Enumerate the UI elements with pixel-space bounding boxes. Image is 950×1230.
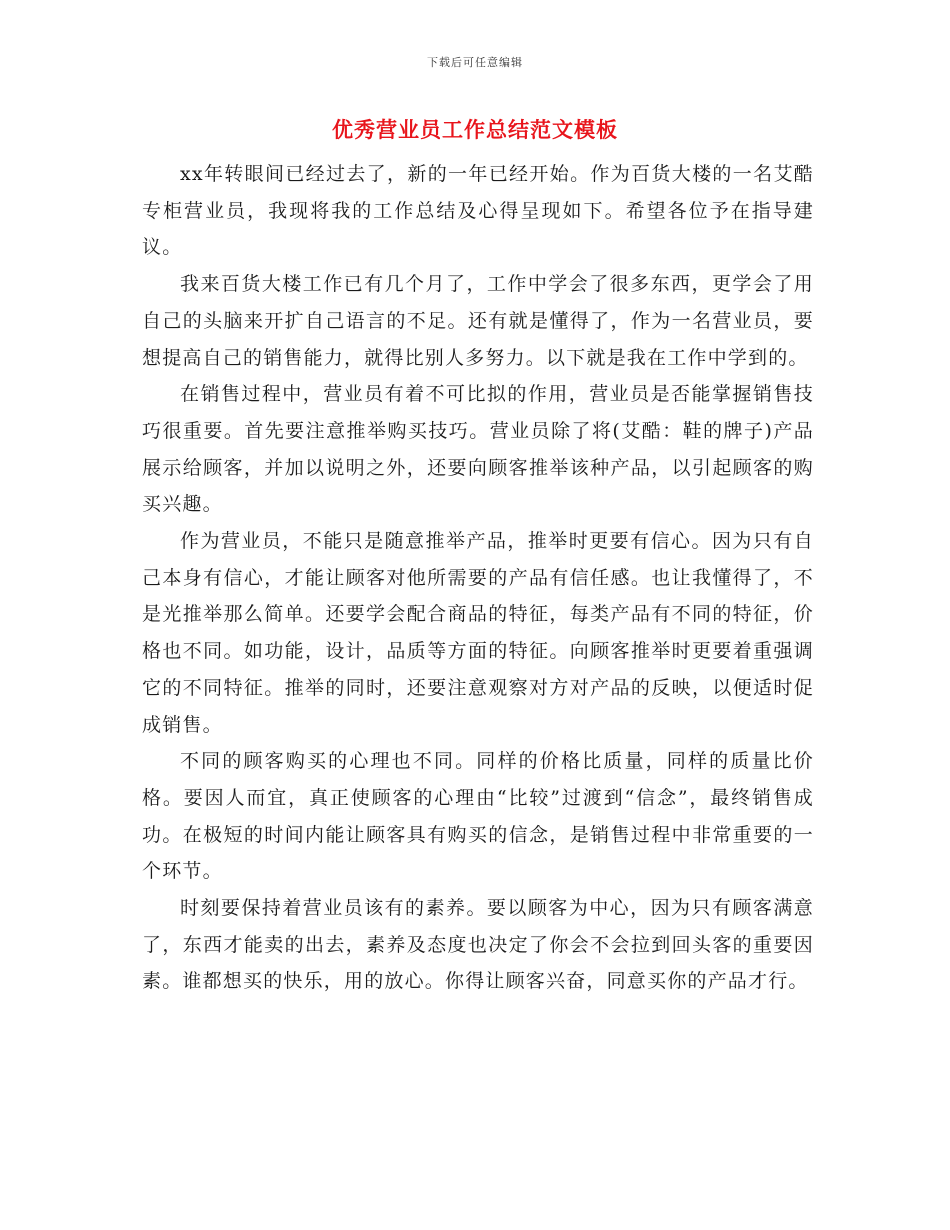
paragraph-2: 我来百货大楼工作已有几个月了，工作中学会了很多东西，更学会了用自己的头脑来开扩自己语言的不足。还有就是懂得了，作为一名营业员，要想提高自己的销售能力，就得比别人多努力。以下就是我在工作中学到的。 (142, 273, 814, 369)
document-title: 优秀营业员工作总结范文模板 (332, 117, 618, 142)
document-body (142, 156, 814, 1000)
header-note: 下载后可任意编辑 (427, 56, 523, 69)
paragraph-6: 时刻要保持着营业员该有的素养。要以顾客为中心，因为只有顾客满意了，东西才能卖的出去，素养及态度也决定了你会不会拉到回头客的重要因素。谁都想买的快乐，用的放心。你得让顾客兴奋，同意买你的产品才行。 (142, 897, 814, 993)
paragraph-4: 作为营业员，不能只是随意推举产品，推举时更要有信心。因为只有自己本身有信心，才能让顾客对他所需要的产品有信任感。也让我懂得了，不是光推举那么简单。还要学会配合商品的特征，每类产品有不同的特征，价格也不同。如功能，设计，品质等方面的特征。向顾客推举时更要着重强调它的不同特征。推举的同时，还要注意观察对方对产品的反映，以便适时促成销售。 (142, 530, 814, 736)
paragraph-1: xx年转眼间已经过去了，新的一年已经开始。作为百货大楼的一名艾酷专柜营业员，我现将我的工作总结及心得呈现如下。希望各位予在指导建议。 (142, 163, 814, 259)
paragraph-5: 不同的顾客购买的心理也不同。同样的价格比质量，同样的质量比价格。要因人而宜，真正使顾客的心理由“比较”过渡到“信念”，最终销售成功。在极短的时间内能让顾客具有购买的信念，是销售过程中非常重要的一个环节。 (142, 750, 814, 883)
paragraph-3: 在销售过程中，营业员有着不可比拟的作用，营业员是否能掌握销售技巧很重要。首先要注意推举购买技巧。营业员除了将(艾酷：鞋的牌子)产品展示给顾客，并加以说明之外，还要向顾客推举该种产品，以引起顾客的购买兴趣。 (142, 383, 814, 516)
